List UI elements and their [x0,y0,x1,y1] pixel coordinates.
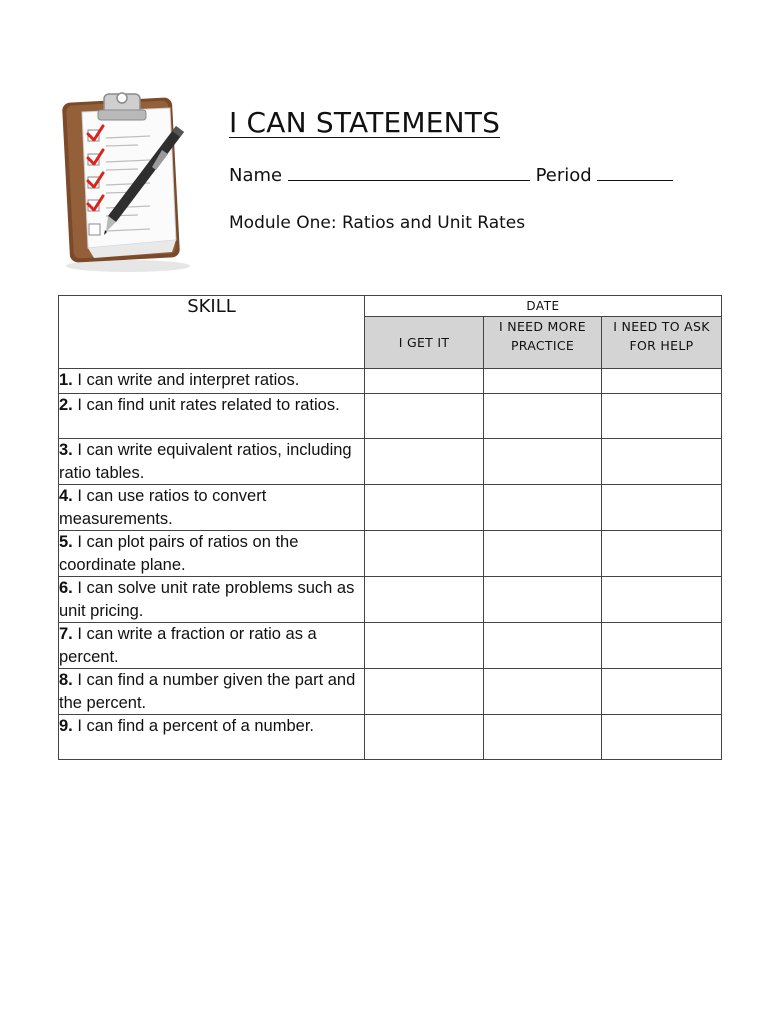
column-header-need-help: I NEED TO ASK FOR HELP [602,317,722,369]
get-it-cell[interactable] [365,394,484,439]
table-row [59,531,722,577]
need-help-cell[interactable] [602,394,722,439]
need-practice-cell[interactable] [484,439,602,485]
need-help-cell[interactable] [602,369,722,394]
get-it-cell[interactable] [365,623,484,669]
name-label: Name [229,165,283,186]
name-period-line [229,165,673,186]
table-row [59,369,722,394]
get-it-cell[interactable] [365,439,484,485]
name-field[interactable] [288,166,530,181]
need-practice-cell[interactable] [484,715,602,760]
column-header-get-it: I GET IT [365,317,484,369]
get-it-cell[interactable] [365,369,484,394]
get-it-cell[interactable] [365,485,484,531]
table-row [59,485,722,531]
period-label: Period [535,165,592,186]
get-it-cell[interactable] [365,577,484,623]
need-practice-cell[interactable] [484,485,602,531]
skill-statement: 6. I can solve unit rate problems such as unit pricing. [59,577,365,623]
skill-statement: 8. I can find a number given the part and the percent. [59,669,365,715]
skills-table [58,295,722,760]
clipboard-checklist-icon [58,90,193,275]
need-practice-cell[interactable] [484,394,602,439]
skill-statement: 4. I can use ratios to convert measurements. [59,485,365,531]
column-header-need-more-practice: I NEED MORE PRACTICE [484,317,602,369]
skill-statement: 1. I can write and interpret ratios. [59,369,365,394]
table-row [59,577,722,623]
need-practice-cell[interactable] [484,577,602,623]
skill-column-header: SKILL [59,296,365,369]
need-help-cell[interactable] [602,531,722,577]
skill-statement: 3. I can write equivalent ratios, including ratio tables. [59,439,365,485]
get-it-cell[interactable] [365,669,484,715]
need-help-cell[interactable] [602,485,722,531]
need-practice-cell[interactable] [484,669,602,715]
get-it-cell[interactable] [365,715,484,760]
table-row [59,669,722,715]
need-practice-cell[interactable] [484,531,602,577]
module-heading: Module One: Ratios and Unit Rates [229,213,526,233]
skill-statement: 2. I can find unit rates related to ratios. [59,394,365,439]
get-it-cell[interactable] [365,531,484,577]
skill-statement: 9. I can find a percent of a number. [59,715,365,760]
skill-statement: 5. I can plot pairs of ratios on the coordinate plane. [59,531,365,577]
need-help-cell[interactable] [602,715,722,760]
table-row [59,394,722,439]
need-help-cell[interactable] [602,439,722,485]
need-help-cell[interactable] [602,623,722,669]
table-row [59,623,722,669]
need-practice-cell[interactable] [484,623,602,669]
need-help-cell[interactable] [602,577,722,623]
table-row [59,715,722,760]
date-column-header: DATE [365,296,722,317]
period-field[interactable] [597,166,673,181]
table-row [59,439,722,485]
skill-statement: 7. I can write a fraction or ratio as a percent. [59,623,365,669]
need-help-cell[interactable] [602,669,722,715]
page-title: I CAN STATEMENTS [229,106,501,139]
need-practice-cell[interactable] [484,369,602,394]
